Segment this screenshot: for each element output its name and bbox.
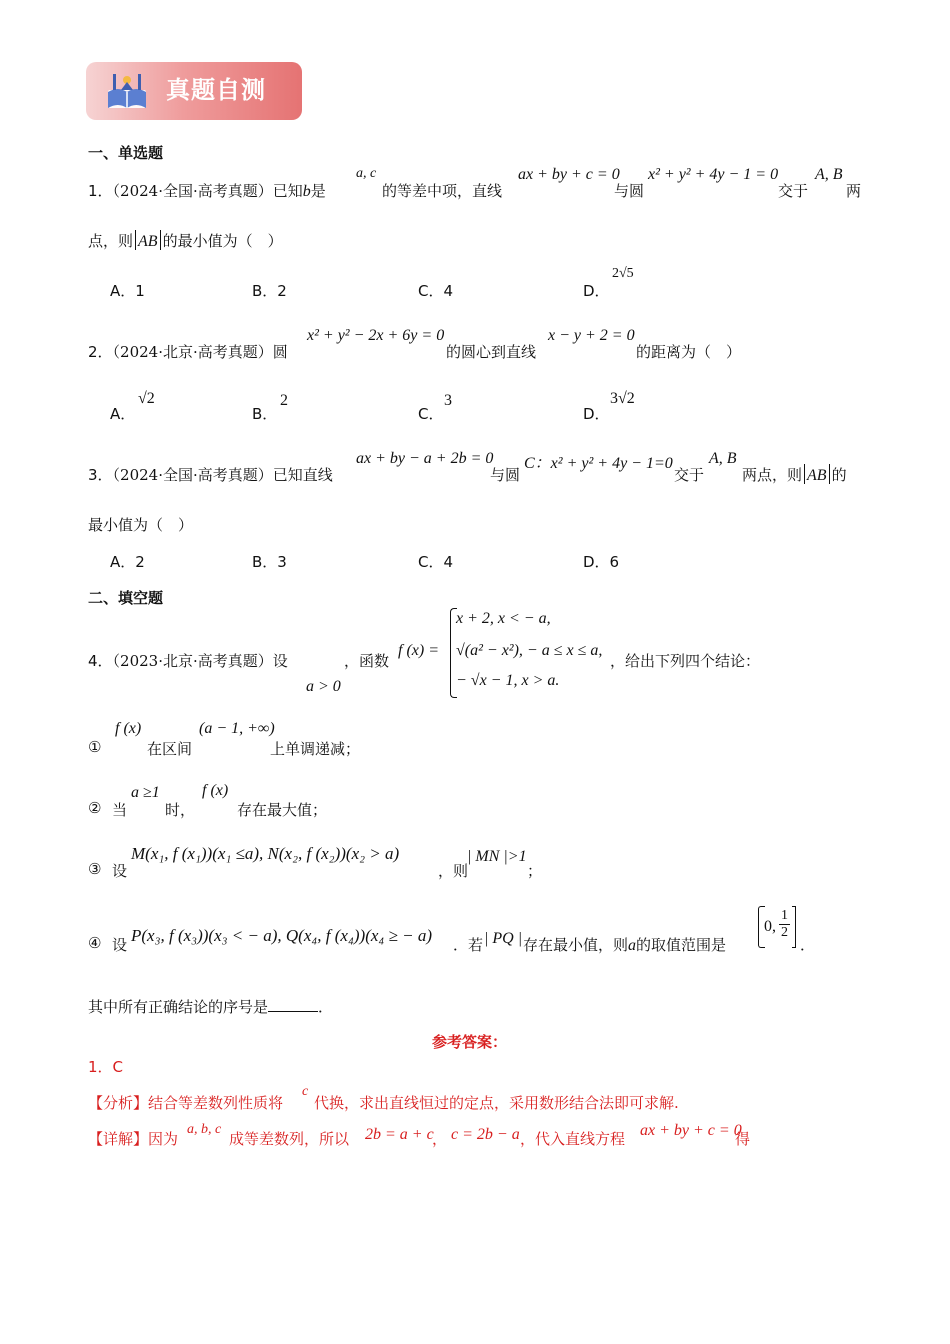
question-source: （2024·全国·高考真题） xyxy=(112,182,273,200)
question-number: 2． xyxy=(88,343,113,361)
answer-detail xyxy=(88,1128,178,1149)
question-source: （2024·全国·高考真题） xyxy=(112,466,273,484)
question-3-tail xyxy=(742,464,847,485)
math-equation: 2b = a + c xyxy=(365,1126,434,1143)
detail-text: 成等差数列，所以 xyxy=(229,1130,350,1148)
question-3-line-1 xyxy=(88,464,333,485)
question-text: 两点，则 xyxy=(742,466,803,484)
question-text: 两 xyxy=(846,182,862,200)
option-c: C．4 xyxy=(418,282,454,300)
math-var: AB xyxy=(138,233,158,250)
question-number: 4． xyxy=(88,652,113,670)
math-line-equation: ax + by + c = 0 xyxy=(518,166,620,183)
abs-bar xyxy=(135,230,136,250)
question-text: 上单调递减； xyxy=(270,740,361,758)
question-text: 与圆 xyxy=(490,466,521,484)
question-text: ． xyxy=(800,936,816,954)
question-text: 的圆心到直线 xyxy=(446,343,537,361)
math-var: c xyxy=(302,1084,309,1099)
abs-bar xyxy=(804,464,805,484)
answer-1: 1．C xyxy=(88,1058,124,1076)
banner-title: 真题自测 xyxy=(166,76,266,104)
range-left: 0, xyxy=(764,918,776,935)
question-text: 的最小值为（ ） xyxy=(162,232,283,250)
math-points-expression: M(x₁, f (x₁))(x₁ ≤a), N(x₂, f (x₂))(x₂ > a) xyxy=(131,844,400,863)
question-number: 1． xyxy=(88,182,113,200)
conclusion-mark: ① xyxy=(88,738,102,756)
question-text: 设 xyxy=(112,862,128,880)
range-bracket-right xyxy=(792,906,796,948)
math-interval: (a − 1, +∞) xyxy=(199,720,275,737)
analysis-text: 结合等差数列性质将 xyxy=(148,1094,284,1112)
question-text: ，则 xyxy=(438,862,469,880)
answer-analysis xyxy=(88,1092,283,1113)
option-a: A．1 xyxy=(110,282,145,300)
conclusion-mark: ② xyxy=(88,799,102,817)
book-icon xyxy=(104,68,150,112)
question-text: ，给出下列四个结论： xyxy=(610,652,761,670)
question-text: 与圆 xyxy=(614,182,645,200)
piecewise-case-2: √(a² − x²), − a ≤ x ≤ a, xyxy=(456,642,603,659)
detail-text: 因为 xyxy=(148,1130,179,1148)
question-4-tail xyxy=(523,934,726,955)
math-var: A, B xyxy=(709,450,737,467)
math-line-equation: ax + by + c = 0 xyxy=(640,1122,742,1139)
option-c: C． xyxy=(418,405,444,423)
question-1-line-1 xyxy=(88,180,326,201)
option-d-value: 3√2 xyxy=(610,390,635,407)
question-text: 的取值范围是 xyxy=(636,936,727,954)
question-text: 是 xyxy=(310,182,326,200)
question-text: 存在最大值； xyxy=(237,801,328,819)
math-condition: a ≥1 xyxy=(131,784,160,801)
math-var: AB xyxy=(807,467,827,484)
math-function: f (x) xyxy=(115,720,142,737)
option-a-value: √2 xyxy=(138,390,155,407)
math-abs: | PQ | xyxy=(484,930,523,947)
question-text: ，函数 xyxy=(344,652,390,670)
question-text: 圆 xyxy=(272,343,288,361)
detail-tag: 【详解】 xyxy=(88,1130,149,1148)
answers-title: 参考答案： xyxy=(432,1033,508,1051)
question-source: （2024·北京·高考真题） xyxy=(112,343,273,361)
option-b: B．2 xyxy=(252,282,287,300)
conclusion-mark: ③ xyxy=(88,860,102,878)
option-a: A．2 xyxy=(110,553,145,571)
question-text: 存在最小值，则 xyxy=(523,936,629,954)
math-var: a, c xyxy=(356,166,377,181)
question-text: 点，则 xyxy=(88,232,134,250)
math-points-expression: P(x₃, f (x₃))(x₃ < − a), Q(x₄, f (x₄))(x₄ ≥ − a) xyxy=(131,926,433,945)
section-title-fill-blank: 二、填空题 xyxy=(88,589,164,607)
question-4-ask xyxy=(88,996,333,1017)
question-2-line-1 xyxy=(88,341,288,362)
math-var: A, B xyxy=(815,166,843,183)
math-condition: a > 0 xyxy=(306,678,341,695)
option-d: D．6 xyxy=(583,553,620,571)
question-text: 交于 xyxy=(778,182,809,200)
question-text: 的 xyxy=(831,466,847,484)
option-a: A． xyxy=(110,405,136,423)
question-text: ． xyxy=(318,998,334,1016)
option-c-value: 3 xyxy=(444,392,452,409)
range-fraction xyxy=(779,908,790,941)
question-text: 设 xyxy=(112,936,128,954)
math-line-equation: x − y + 2 = 0 xyxy=(548,327,635,344)
math-var: b xyxy=(302,183,311,200)
option-d: D． xyxy=(583,282,610,300)
math-equation: c = 2b − a xyxy=(451,1126,520,1143)
fraction-numerator: 1 xyxy=(781,908,788,923)
question-text: ； xyxy=(527,862,543,880)
piecewise-case-3: − √x − 1, x > a. xyxy=(456,672,560,689)
piecewise-case-1: x + 2, x < − a, xyxy=(456,610,551,627)
option-b-value: 2 xyxy=(280,392,288,409)
conclusion-mark: ④ xyxy=(88,934,102,952)
option-b: B． xyxy=(252,405,278,423)
analysis-tag: 【分析】 xyxy=(88,1094,149,1112)
question-source: （2023·北京·高考真题） xyxy=(112,652,273,670)
detail-text: ， xyxy=(432,1130,448,1148)
math-circle-equation: x² + y² + 4y − 1 = 0 xyxy=(648,166,779,183)
math-circle-equation: C：x² + y² + 4y − 1=0 xyxy=(524,455,673,472)
question-text: 最小值为（ ） xyxy=(88,516,194,534)
section-title-single-choice: 一、单选题 xyxy=(88,144,164,162)
math-circle-equation: x² + y² − 2x + 6y = 0 xyxy=(307,327,445,344)
abs-bar xyxy=(829,464,830,484)
question-text: 交于 xyxy=(674,466,705,484)
option-d-value: 2√5 xyxy=(612,266,634,281)
math-line-equation: ax + by − a + 2b = 0 xyxy=(356,450,494,467)
question-text: 已知 xyxy=(272,182,303,200)
option-c: C．4 xyxy=(418,553,454,571)
question-text: 当 xyxy=(112,801,128,819)
question-1-line-2 xyxy=(88,230,283,251)
math-function: f (x) xyxy=(202,782,229,799)
math-function: f (x) = xyxy=(398,642,439,659)
question-text: 的等差中项，直线 xyxy=(382,182,503,200)
question-4-line-1 xyxy=(88,650,288,671)
option-b: B．3 xyxy=(252,553,287,571)
option-d: D． xyxy=(583,405,610,423)
question-text: 时， xyxy=(165,801,196,819)
question-text: 设 xyxy=(272,652,288,670)
question-text: 已知直线 xyxy=(272,466,333,484)
detail-text: 得 xyxy=(735,1130,751,1148)
fraction-denominator: 2 xyxy=(781,925,788,940)
math-inequality: | MN |>1 xyxy=(467,848,527,865)
math-var: a, b, c xyxy=(187,1122,222,1137)
abs-bar xyxy=(160,230,161,250)
question-text: 其中所有正确结论的序号是 xyxy=(88,998,269,1016)
math-var: a xyxy=(628,937,637,954)
analysis-text: 代换，求出直线恒过的定点，采用数形结合法即可求解. xyxy=(314,1094,679,1112)
question-number: 3． xyxy=(88,466,113,484)
question-text: 的距离为（ ） xyxy=(636,343,742,361)
answer-blank xyxy=(268,997,318,1012)
detail-text: ，代入直线方程 xyxy=(520,1130,626,1148)
question-text: 在区间 xyxy=(147,740,193,758)
question-text: ．若 xyxy=(453,936,484,954)
